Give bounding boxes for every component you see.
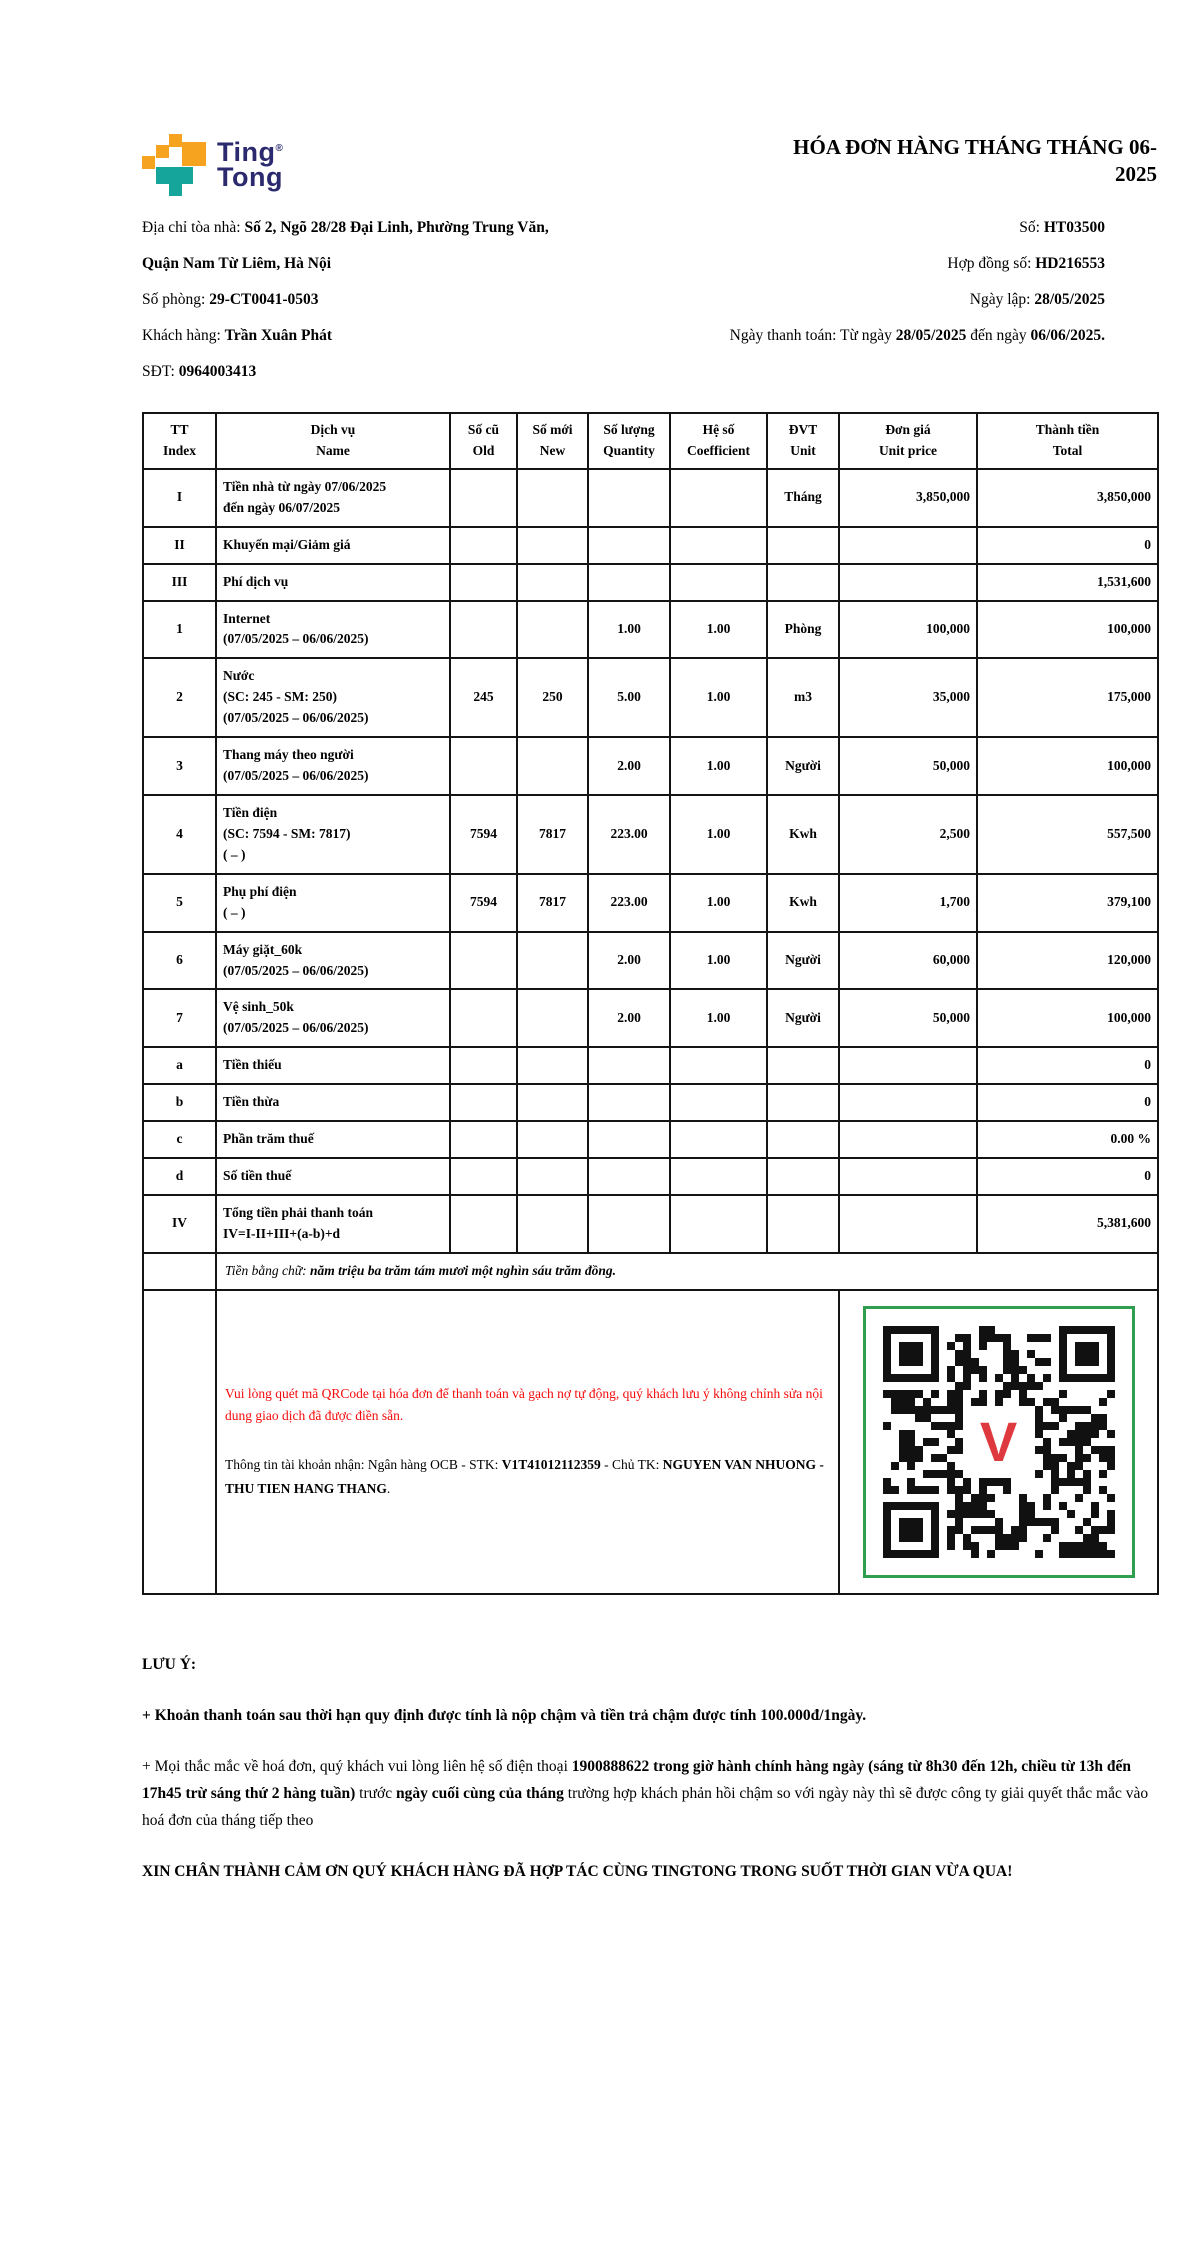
cell-new bbox=[517, 527, 588, 564]
cell-name: Máy giặt_60k (07/05/2025 – 06/06/2025) bbox=[216, 932, 450, 990]
note-thanks bbox=[142, 1858, 1157, 1885]
cell-total: 100,000 bbox=[977, 737, 1158, 795]
cell-price bbox=[839, 1121, 977, 1158]
invoice-title: HÓA ĐƠN HÀNG THÁNG THÁNG 06-2025 bbox=[793, 135, 1157, 187]
cell-coef: 1.00 bbox=[670, 795, 767, 874]
cell-new: 250 bbox=[517, 658, 588, 737]
cell-price: 1,700 bbox=[839, 874, 977, 932]
text-span: Địa chỉ tòa nhà: bbox=[142, 219, 245, 236]
cell-coef bbox=[670, 527, 767, 564]
amount-in-words bbox=[216, 1253, 1158, 1290]
cell-idx: 3 bbox=[143, 737, 216, 795]
cell-total: 379,100 bbox=[977, 874, 1158, 932]
cell-price: 50,000 bbox=[839, 989, 977, 1047]
cell-total: 1,531,600 bbox=[977, 564, 1158, 601]
cell-price bbox=[839, 564, 977, 601]
cell-new bbox=[517, 469, 588, 527]
cell-old bbox=[450, 601, 517, 659]
cell-old bbox=[450, 737, 517, 795]
text-span: 1900888622 trong giờ hành chính hàng ngày (sáng từ 8h30 đến 12h, chiều từ 13h đến 17h45 trừ sáng thứ 2 hàng tuần) bbox=[142, 1757, 1131, 1803]
customer-info bbox=[142, 210, 612, 390]
cell-total: 0.00 % bbox=[977, 1121, 1158, 1158]
table-row bbox=[143, 601, 1158, 659]
cell-idx: IV bbox=[143, 1195, 216, 1253]
cell-old bbox=[450, 469, 517, 527]
table-row bbox=[143, 1084, 1158, 1121]
text-span: Khách hàng: bbox=[142, 327, 225, 344]
tingtong-logo-icon bbox=[142, 134, 208, 196]
account-info bbox=[225, 1453, 826, 1500]
text-span: Hợp đồng số: bbox=[947, 255, 1036, 272]
table-row bbox=[143, 527, 1158, 564]
cell-idx: d bbox=[143, 1158, 216, 1195]
text-span: Ngày thanh toán: Từ ngày bbox=[729, 327, 896, 344]
cell-total: 3,850,000 bbox=[977, 469, 1158, 527]
cell-name: Tiền thừa bbox=[216, 1084, 450, 1121]
cell-coef bbox=[670, 1158, 767, 1195]
cell-total: 100,000 bbox=[977, 989, 1158, 1047]
cell-unit bbox=[767, 1121, 839, 1158]
cell-price: 3,850,000 bbox=[839, 469, 977, 527]
invoice-meta bbox=[612, 210, 1157, 390]
text-span: . bbox=[386, 1481, 391, 1496]
cell-new bbox=[517, 1121, 588, 1158]
info-line bbox=[142, 210, 612, 246]
text-span: + Mọi thắc mắc về hoá đơn, quý khách vui lòng liên hệ số điện thoại bbox=[142, 1757, 572, 1775]
cell-name: Phí dịch vụ bbox=[216, 564, 450, 601]
cell-name: Vệ sinh_50k (07/05/2025 – 06/06/2025) bbox=[216, 989, 450, 1047]
cell-name: Tổng tiền phải thanh toán IV=I-II+III+(a-b)+d bbox=[216, 1195, 450, 1253]
cell-name: Nước (SC: 245 - SM: 250) (07/05/2025 – 06/06/2025) bbox=[216, 658, 450, 737]
cell-idx: 1 bbox=[143, 601, 216, 659]
cell-coef bbox=[670, 469, 767, 527]
info-line bbox=[142, 354, 612, 390]
cell-coef bbox=[670, 1084, 767, 1121]
table-row bbox=[143, 1195, 1158, 1253]
cell-total: 5,381,600 bbox=[977, 1195, 1158, 1253]
payment-instructions bbox=[216, 1290, 839, 1594]
cell-old bbox=[450, 1084, 517, 1121]
text-span: + Khoản thanh toán sau thời hạn quy định được tính là nộp chậm và tiền trả chậm được tính 100.000đ/1ngày. bbox=[142, 1706, 867, 1724]
cell-price bbox=[839, 1047, 977, 1084]
cell-coef: 1.00 bbox=[670, 737, 767, 795]
cell-total: 175,000 bbox=[977, 658, 1158, 737]
cell-unit: Kwh bbox=[767, 795, 839, 874]
cell-unit bbox=[767, 527, 839, 564]
cell-old bbox=[450, 932, 517, 990]
cell-price: 60,000 bbox=[839, 932, 977, 990]
note-hotline bbox=[142, 1753, 1157, 1834]
cell-idx: a bbox=[143, 1047, 216, 1084]
cell-idx: 7 bbox=[143, 989, 216, 1047]
qr-note: Vui lòng quét mã QRCode tại hóa đơn để thanh toán và gạch nợ tự động, quý khách lưu ý không chỉnh sửa nội dung giao dịch đã được điền sẵn. bbox=[225, 1385, 823, 1424]
qr-code bbox=[883, 1326, 1115, 1558]
cell-qty bbox=[588, 469, 670, 527]
logo-pixel bbox=[169, 184, 182, 196]
text-span: HD216553 bbox=[1035, 255, 1105, 272]
cell-qty bbox=[588, 1047, 670, 1084]
cell-old bbox=[450, 564, 517, 601]
cell-old bbox=[450, 989, 517, 1047]
cell-qty bbox=[588, 1158, 670, 1195]
text-span: Quận Nam Từ Liêm, Hà Nội bbox=[142, 255, 332, 272]
text-span: XIN CHÂN THÀNH CẢM ƠN QUÝ KHÁCH HÀNG ĐÃ HỢP TÁC CÙNG TINGTONG TRONG SUỐT THỜI GIAN VỪA QUA! bbox=[142, 1863, 1013, 1881]
table-row bbox=[143, 1047, 1158, 1084]
cell-old: 7594 bbox=[450, 795, 517, 874]
cell-total: 100,000 bbox=[977, 601, 1158, 659]
text-span: ngày cuối cùng của tháng bbox=[395, 1785, 564, 1803]
cell-name: Số tiền thuế bbox=[216, 1158, 450, 1195]
cell-unit: Người bbox=[767, 989, 839, 1047]
cell-total: 0 bbox=[977, 1084, 1158, 1121]
cell-unit bbox=[767, 1047, 839, 1084]
column-header: Số lượng Quantity bbox=[588, 413, 670, 469]
cell-new bbox=[517, 1084, 588, 1121]
brand-line1: Ting bbox=[217, 137, 276, 167]
cell-new: 7817 bbox=[517, 874, 588, 932]
column-header: TT Index bbox=[143, 413, 216, 469]
text-span: Thông tin tài khoản nhận: Ngân hàng OCB - STK: bbox=[225, 1457, 502, 1473]
table-row bbox=[143, 1158, 1158, 1195]
cell-name: Tiền nhà từ ngày 07/06/2025 đến ngày 06/07/2025 bbox=[216, 469, 450, 527]
cell-qty bbox=[588, 1084, 670, 1121]
note-late-payment bbox=[142, 1702, 1157, 1729]
invoice-table bbox=[142, 412, 1159, 1595]
cell-name: Internet (07/05/2025 – 06/06/2025) bbox=[216, 601, 450, 659]
cell-idx: I bbox=[143, 469, 216, 527]
cell-idx: II bbox=[143, 527, 216, 564]
cell-total: 0 bbox=[977, 1158, 1158, 1195]
info-line bbox=[612, 318, 1105, 354]
cell-price bbox=[839, 527, 977, 564]
cell-unit bbox=[767, 1084, 839, 1121]
logo-pixel bbox=[182, 142, 206, 166]
header bbox=[142, 134, 1157, 196]
cell-unit: Người bbox=[767, 737, 839, 795]
cell-price bbox=[839, 1084, 977, 1121]
cell-coef bbox=[670, 1121, 767, 1158]
cell-coef: 1.00 bbox=[670, 932, 767, 990]
column-header: Dịch vụ Name bbox=[216, 413, 450, 469]
column-header: Thành tiền Total bbox=[977, 413, 1158, 469]
cell-idx: 5 bbox=[143, 874, 216, 932]
cell-idx: 6 bbox=[143, 932, 216, 990]
text-span: 28/05/2025 bbox=[895, 327, 967, 344]
cell-new bbox=[517, 1047, 588, 1084]
cell-name: Phụ phí điện ( – ) bbox=[216, 874, 450, 932]
cell-empty bbox=[143, 1253, 216, 1290]
column-header: Đơn giá Unit price bbox=[839, 413, 977, 469]
tingtong-logo bbox=[142, 134, 283, 196]
cell-total: 557,500 bbox=[977, 795, 1158, 874]
cell-price: 35,000 bbox=[839, 658, 977, 737]
cell-price: 100,000 bbox=[839, 601, 977, 659]
cell-old: 245 bbox=[450, 658, 517, 737]
cell-old bbox=[450, 1047, 517, 1084]
cell-name: Tiền điện (SC: 7594 - SM: 7817) ( – ) bbox=[216, 795, 450, 874]
notes-section bbox=[142, 1651, 1157, 1886]
cell-qty bbox=[588, 1121, 670, 1158]
text-span: - Chủ TK: bbox=[600, 1457, 663, 1473]
text-span: 29-CT0041-0503 bbox=[209, 291, 319, 308]
logo-pixel bbox=[156, 167, 193, 184]
cell-qty bbox=[588, 527, 670, 564]
cell-qty: 2.00 bbox=[588, 737, 670, 795]
text-span: trường hợp khách phản hồi chậm so với ngày này thì sẽ được công ty giải quyết thắc mắc vào hoá đơn của tháng tiếp theo bbox=[142, 1785, 1149, 1830]
cell-price bbox=[839, 1195, 977, 1253]
qr-cell bbox=[839, 1290, 1158, 1594]
info-line bbox=[612, 282, 1105, 318]
cell-old bbox=[450, 1158, 517, 1195]
text-span: Tiền bằng chữ: bbox=[225, 1262, 310, 1278]
text-span: HT03500 bbox=[1043, 219, 1105, 236]
invoice-content bbox=[142, 0, 1157, 1909]
table-row bbox=[143, 564, 1158, 601]
cell-new bbox=[517, 1158, 588, 1195]
text-span: Ngày lập: bbox=[969, 291, 1035, 308]
cell-price bbox=[839, 1158, 977, 1195]
cell-qty bbox=[588, 564, 670, 601]
text-span: Trần Xuân Phát bbox=[224, 327, 333, 344]
notes-heading: LƯU Ý: bbox=[142, 1655, 197, 1673]
table-row bbox=[143, 989, 1158, 1047]
table-row bbox=[143, 1121, 1158, 1158]
info-line bbox=[612, 246, 1105, 282]
cell-unit bbox=[767, 564, 839, 601]
cell-total: 120,000 bbox=[977, 932, 1158, 990]
cell-coef: 1.00 bbox=[670, 989, 767, 1047]
cell-qty bbox=[588, 1195, 670, 1253]
table-row bbox=[143, 874, 1158, 932]
cell-old bbox=[450, 527, 517, 564]
tingtong-wordmark bbox=[217, 137, 284, 193]
column-header: Hệ số Coefficient bbox=[670, 413, 767, 469]
text-span: 0964003413 bbox=[178, 363, 257, 380]
logo-pixel bbox=[156, 145, 169, 158]
cell-qty: 2.00 bbox=[588, 932, 670, 990]
info-line bbox=[142, 246, 612, 282]
cell-unit: m3 bbox=[767, 658, 839, 737]
column-header: Số mới New bbox=[517, 413, 588, 469]
invoice-table-body bbox=[143, 469, 1158, 1253]
table-row bbox=[143, 795, 1158, 874]
cell-unit: Người bbox=[767, 932, 839, 990]
cell-name: Thang máy theo người (07/05/2025 – 06/06/2025) bbox=[216, 737, 450, 795]
text-span: đến ngày bbox=[966, 327, 1031, 344]
text-span: SĐT: bbox=[142, 363, 179, 380]
cell-name: Khuyến mại/Giảm giá bbox=[216, 527, 450, 564]
cell-qty: 223.00 bbox=[588, 795, 670, 874]
cell-new bbox=[517, 564, 588, 601]
cell-unit: Phòng bbox=[767, 601, 839, 659]
logo-pixel bbox=[169, 134, 182, 147]
cell-price: 2,500 bbox=[839, 795, 977, 874]
cell-unit: Kwh bbox=[767, 874, 839, 932]
amount-in-words-row bbox=[143, 1253, 1158, 1290]
column-header: Số cũ Old bbox=[450, 413, 517, 469]
cell-coef bbox=[670, 1195, 767, 1253]
invoice-table-extra bbox=[143, 1253, 1158, 1594]
cell-qty: 223.00 bbox=[588, 874, 670, 932]
invoice-table-head bbox=[143, 413, 1158, 469]
text-span: 28/05/2025 bbox=[1034, 291, 1105, 308]
header-row bbox=[143, 413, 1158, 469]
table-row bbox=[143, 932, 1158, 990]
cell-unit: Tháng bbox=[767, 469, 839, 527]
table-row bbox=[143, 469, 1158, 527]
cell-coef: 1.00 bbox=[670, 874, 767, 932]
logo-pixel bbox=[142, 156, 155, 169]
cell-coef bbox=[670, 564, 767, 601]
cell-empty bbox=[143, 1290, 216, 1594]
text-span: 06/06/2025. bbox=[1030, 327, 1105, 344]
text-span: NGUYEN VAN NHUONG - THU TIEN HANG THANG bbox=[225, 1457, 824, 1496]
qr-frame bbox=[863, 1306, 1135, 1578]
text-span: Số 2, Ngõ 28/28 Đại Linh, Phường Trung Văn, bbox=[244, 219, 549, 236]
info-line bbox=[142, 282, 612, 318]
vietqr-logo-icon: V bbox=[968, 1411, 1030, 1473]
cell-unit bbox=[767, 1158, 839, 1195]
cell-coef bbox=[670, 1047, 767, 1084]
info-line bbox=[612, 210, 1105, 246]
cell-name: Tiền thiếu bbox=[216, 1047, 450, 1084]
cell-new bbox=[517, 737, 588, 795]
cell-old bbox=[450, 1121, 517, 1158]
column-header: ĐVT Unit bbox=[767, 413, 839, 469]
cell-total: 0 bbox=[977, 1047, 1158, 1084]
text-span: trước bbox=[355, 1785, 396, 1803]
registered-mark: ® bbox=[275, 143, 284, 154]
cell-new bbox=[517, 989, 588, 1047]
cell-new bbox=[517, 932, 588, 990]
table-row bbox=[143, 658, 1158, 737]
cell-qty: 2.00 bbox=[588, 989, 670, 1047]
text-span: V1T41012112359 bbox=[501, 1457, 601, 1473]
text-span: Số: bbox=[1019, 219, 1044, 236]
cell-new: 7817 bbox=[517, 795, 588, 874]
cell-old bbox=[450, 1195, 517, 1253]
table-row bbox=[143, 737, 1158, 795]
brand-line2: Tong bbox=[217, 162, 283, 193]
cell-old: 7594 bbox=[450, 874, 517, 932]
cell-name: Phần trăm thuế bbox=[216, 1121, 450, 1158]
cell-total: 0 bbox=[977, 527, 1158, 564]
cell-coef: 1.00 bbox=[670, 601, 767, 659]
cell-idx: III bbox=[143, 564, 216, 601]
cell-coef: 1.00 bbox=[670, 658, 767, 737]
cell-qty: 1.00 bbox=[588, 601, 670, 659]
cell-idx: 4 bbox=[143, 795, 216, 874]
qr-row bbox=[143, 1290, 1158, 1594]
info-line bbox=[142, 318, 612, 354]
text-span: Số phòng: bbox=[142, 291, 210, 308]
cell-new bbox=[517, 1195, 588, 1253]
cell-price: 50,000 bbox=[839, 737, 977, 795]
cell-idx: c bbox=[143, 1121, 216, 1158]
cell-qty: 5.00 bbox=[588, 658, 670, 737]
text-span: năm triệu ba trăm tám mươi một nghìn sáu trăm đồng. bbox=[309, 1262, 617, 1278]
cell-unit bbox=[767, 1195, 839, 1253]
cell-idx: 2 bbox=[143, 658, 216, 737]
invoice-info bbox=[142, 210, 1157, 390]
cell-idx: b bbox=[143, 1084, 216, 1121]
cell-new bbox=[517, 601, 588, 659]
